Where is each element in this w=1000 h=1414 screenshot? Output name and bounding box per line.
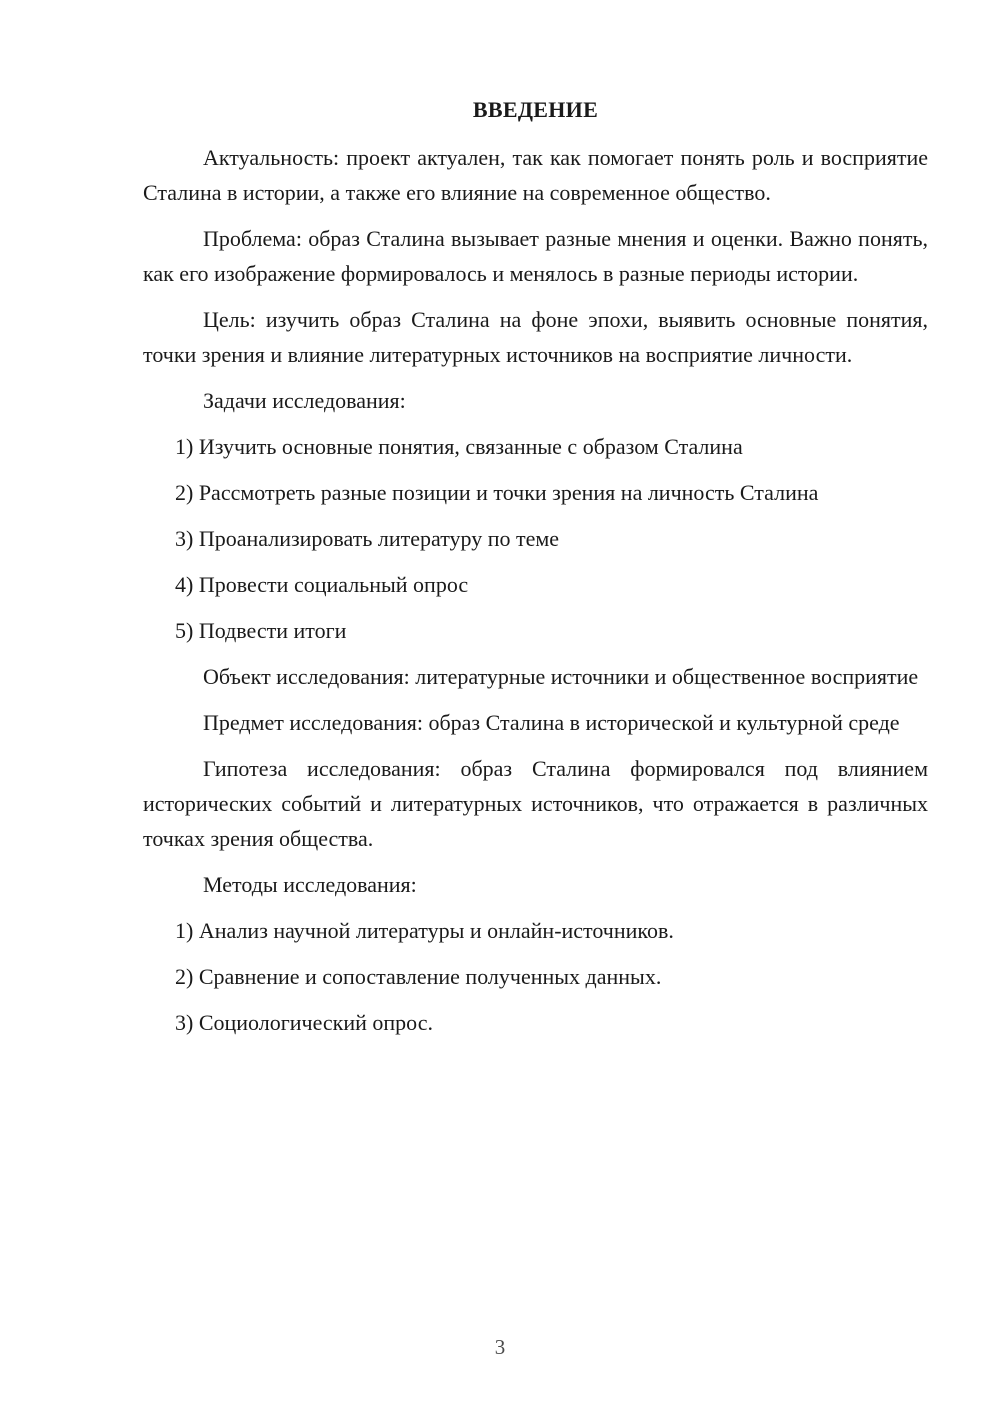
list-item: 1) Изучить основные понятия, связанные с образом Сталина (175, 434, 743, 459)
document-page (143, 90, 928, 1051)
tasks-list (143, 429, 928, 648)
tasks-heading: Задачи исследования: (203, 388, 406, 413)
list-item: 4) Провести социальный опрос (175, 572, 469, 597)
list-item: 3) Проанализировать литературу по теме (175, 526, 560, 551)
problem-paragraph: Проблема: образ Сталина вызывает разные мнения и оценки. Важно понять, как его изображение формировалось и менялось в разные периоды истории. (143, 226, 928, 286)
methods-heading: Методы исследования: (203, 872, 417, 897)
list-item: 5) Подвести итоги (175, 618, 347, 643)
subject-paragraph: Предмет исследования: образ Сталина в исторической и культурной среде (203, 710, 900, 735)
list-item: 2) Сравнение и сопоставление полученных данных. (175, 964, 662, 989)
page-number: 3 (494, 1335, 506, 1359)
goal-paragraph: Цель: изучить образ Сталина на фоне эпохи, выявить основные понятия, точки зрения и влияние литературных источников на восприятие личности. (143, 307, 928, 367)
list-item: 1) Анализ научной литературы и онлайн-источников. (175, 918, 674, 943)
methods-list (143, 913, 928, 1040)
object-paragraph: Объект исследования: литературные источники и общественное восприятие (203, 664, 919, 689)
list-item: 3) Социологический опрос. (175, 1010, 433, 1035)
hypothesis-paragraph: Гипотеза исследования: образ Сталина формировался под влиянием исторических событий и литературных источников, что отражается в различных точках зрения общества. (143, 756, 928, 851)
page-title: ВВЕДЕНИЕ (472, 97, 599, 122)
list-item: 2) Рассмотреть разные позиции и точки зрения на личность Сталина (175, 480, 819, 505)
relevance-paragraph: Актуальность: проект актуален, так как помогает понять роль и восприятие Сталина в истории, а также его влияние на современное общество. (143, 145, 928, 205)
